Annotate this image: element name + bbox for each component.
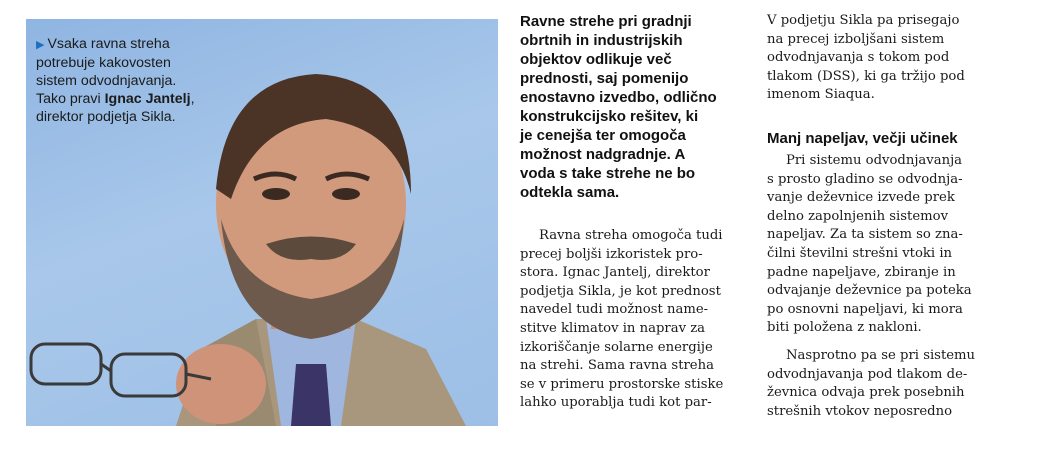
body-line: vanje deževnice izvede prek [767, 190, 955, 206]
section-subheading: Manj napeljav, večji učinek [767, 130, 958, 147]
body-line: imenom Siaqua. [767, 87, 875, 103]
body-column-3 [767, 12, 992, 105]
body-line: navedel tudi možnost name- [520, 302, 709, 318]
body-line: precej boljši izkoristek pro- [520, 246, 703, 262]
body-line: na strehi. Sama ravna streha [520, 358, 714, 374]
body-line: V podjetju Sikla pa prisegajo [767, 13, 960, 28]
caption-text-after: , direktor podjetja Sikla. [36, 91, 195, 125]
body-line: napeljav. Za ta sistem so zna- [767, 227, 963, 243]
body-line: odvodnjavanja s tokom pod [767, 50, 950, 66]
body-line: Ravna streha omogoča tudi [539, 228, 723, 243]
lead-line: obrtnih in industrijskih [520, 32, 683, 49]
body-line: stora. Ignac Jantelj, direktor [520, 265, 710, 281]
lead-line: možnost nadgradnje. A [520, 146, 686, 163]
lead-line: Ravne strehe pri gradnji [520, 13, 692, 30]
body-line: padne napeljave, zbiranje in [767, 264, 956, 280]
triangle-right-icon: ▶ [36, 39, 45, 51]
body-column-3-paragraph-1 [767, 152, 992, 338]
caption-name: Ignac Jantelj [104, 91, 191, 107]
lead-line: odtekla sama. [520, 184, 620, 201]
body-line: na precej izboljšani sistem [767, 31, 945, 47]
body-line: biti položena z nakloni. [767, 320, 922, 336]
body-line: lahko uporablja tudi kot par- [520, 395, 712, 411]
body-line: ževnica odvaja prek posebnih [767, 385, 965, 401]
photo-caption [36, 35, 206, 126]
body-line: stitve klimatov in naprav za [520, 320, 706, 336]
body-line: odvodnjavanja pod tlakom de- [767, 366, 968, 382]
body-line: se v primeru prostorske stiske [520, 376, 724, 392]
body-line: po osnovni napeljavi, ki mora [767, 301, 963, 317]
lead-line: voda s take strehe ne bo [520, 165, 696, 182]
lead-paragraph [520, 12, 740, 202]
body-line: delno zapolnjenih sistemov [767, 208, 949, 224]
lead-line: prednosti, saj pomenijo [520, 70, 689, 87]
body-line: Nasprotno pa se pri sistemu [786, 348, 976, 363]
body-column-2 [520, 227, 745, 413]
portrait-photo [26, 19, 498, 426]
body-line: s prosto gladino se odvodnja- [767, 171, 963, 187]
body-line: čilni številni strešni vtoki in [767, 245, 953, 261]
body-line: strešnih vtokov neposredno [767, 403, 953, 419]
caption-text-before: Vsaka ravna streha potrebuje kakovosten sistem odvodnjavanja. Tako pravi [36, 36, 177, 107]
body-line: izkoriščanje solarne energije [520, 339, 713, 355]
lead-line: enostavno izvedbo, odlično [520, 89, 717, 106]
lead-line: je cenejša ter omogoča [520, 127, 686, 144]
body-line: podjetja Sikla, je kot prednost [520, 283, 721, 299]
lead-line: konstrukcijsko rešitev, ki [520, 108, 699, 125]
body-line: Pri sistemu odvodnjavanja [786, 153, 963, 168]
lead-line: objektov odlikuje več [520, 51, 672, 68]
body-line: odvajanje deževnice pa poteka [767, 283, 972, 299]
body-column-3-paragraph-2 [767, 347, 992, 421]
body-line: tlakom (DSS), ki ga tržijo pod [767, 68, 965, 84]
